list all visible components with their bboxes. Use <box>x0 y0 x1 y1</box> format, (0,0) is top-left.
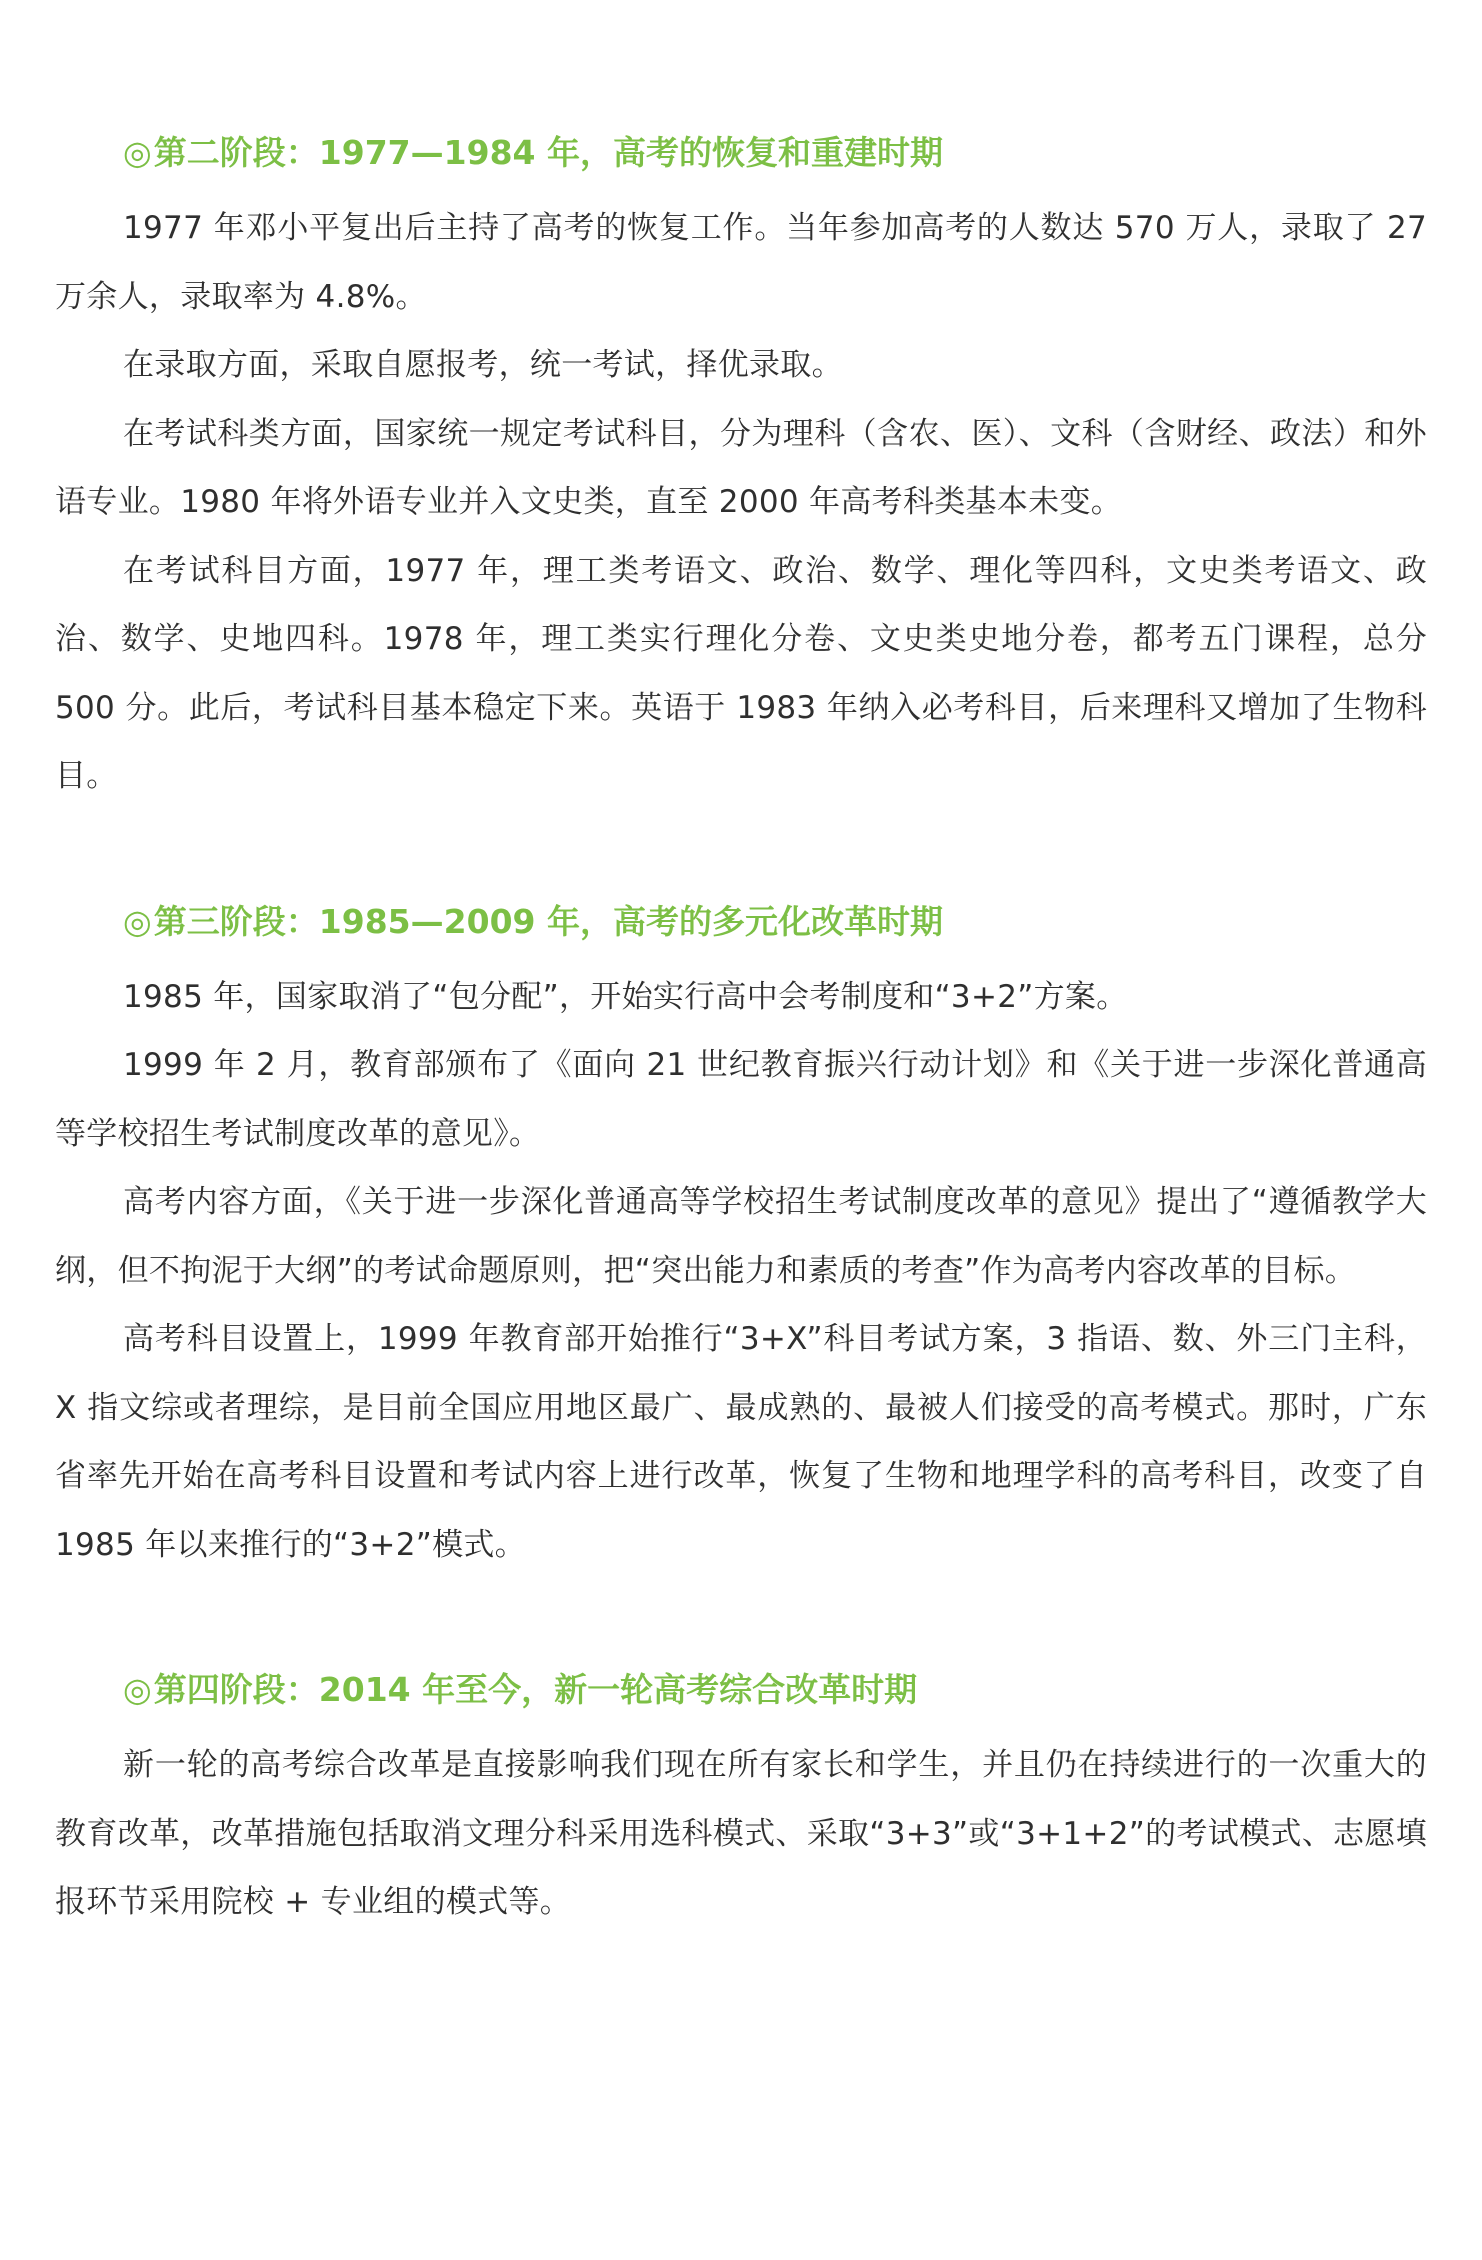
paragraph: 1977 年邓小平复出后主持了高考的恢复工作。当年参加高考的人数达 570 万人，录取了 27 万余人，录取率为 4.8%。 <box>55 210 1427 315</box>
circle-bullet-icon: ◎ <box>123 901 152 941</box>
section-heading-text: 第四阶段：2014 年至今，新一轮高考综合改革时期 <box>153 1670 918 1709</box>
section-heading <box>55 895 1427 949</box>
circle-bullet-icon: ◎ <box>123 133 152 172</box>
section-heading <box>55 126 1427 180</box>
paragraph: 在考试科类方面，国家统一规定考试科目，分为理科（含农、医）、文科（含财经、政法）和外语专业。1980 年将外语专业并入文史类，直至 2000 年高考科类基本未变。 <box>55 415 1427 520</box>
section-heading-text: 第三阶段：1985—2009 年，高考的多元化改革时期 <box>153 901 943 941</box>
document-page <box>55 126 1427 1937</box>
section-stage-2 <box>55 126 1427 811</box>
circle-bullet-icon: ◎ <box>123 1670 152 1709</box>
paragraph: 在录取方面，采取自愿报考，统一考试，择优录取。 <box>123 347 843 383</box>
paragraph: 在考试科目方面，1977 年，理工类考语文、政治、数学、理化等四科，文史类考语文、政治、数学、史地四科。1978 年，理工类实行理化分卷、文史类史地分卷，都考五门课程，总分 500 分。此后，考试科目基本稳定下来。英语于 1983 年纳入必考科目，后来理科又增加了生物科目。 <box>55 552 1427 794</box>
section-stage-3 <box>55 895 1427 1580</box>
paragraph: 1985 年，国家取消了“包分配”，开始实行高中会考制度和“3+2”方案。 <box>123 978 1128 1015</box>
paragraph: 高考内容方面，《关于进一步深化普通高等学校招生考试制度改革的意见》提出了“遵循教学大纲，但不拘泥于大纲”的考试命题原则，把“突出能力和素质的考查”作为高考内容改革的目标。 <box>55 1184 1427 1289</box>
paragraph: 新一轮的高考综合改革是直接影响我们现在所有家长和学生，并且仍在持续进行的一次重大的教育改革，改革措施包括取消文理分科采用选科模式、采取“3+3”或“3+1+2”的考试模式、志愿填报环节采用院校 + 专业组的模式等。 <box>55 1747 1427 1920</box>
paragraph: 1999 年 2 月，教育部颁布了《面向 21 世纪教育振兴行动计划》和《关于进一步深化普通高等学校招生考试制度改革的意见》。 <box>55 1047 1427 1152</box>
section-heading-text: 第二阶段：1977—1984 年，高考的恢复和重建时期 <box>153 133 943 172</box>
section-stage-4 <box>55 1663 1427 1937</box>
paragraph: 高考科目设置上，1999 年教育部开始推行“3+X”科目考试方案，3 指语、数、外三门主科，X 指文综或者理综，是目前全国应用地区最广、最成熟的、最被人们接受的高考模式。那时，广东省率先开始在高考科目设置和考试内容上进行改革，恢复了生物和地理学科的高考科目，改变了自 1985 年以来推行的“3+2”模式。 <box>55 1321 1427 1563</box>
section-heading <box>55 1663 1427 1717</box>
